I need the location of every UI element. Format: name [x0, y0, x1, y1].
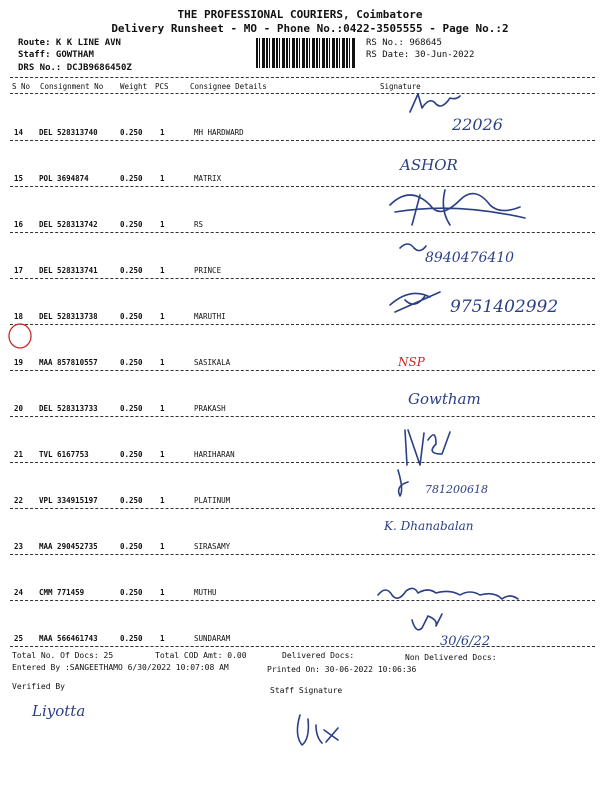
col-pcs: PCS [155, 82, 169, 91]
cell-pcs: 1 [160, 496, 165, 505]
col-signature: Signature [380, 82, 421, 91]
verified-by-signature: Liyotta [32, 702, 86, 720]
col-consignee: Consignee Details [190, 82, 267, 91]
cell-sno: 17 [14, 266, 24, 275]
row22-handwritten-number: 781200618 [425, 483, 488, 496]
cell-sno: 18 [14, 312, 24, 321]
signature-row-17 [400, 244, 426, 251]
cell-consignee: SIRASAMY [194, 542, 231, 551]
rs-date: RS Date: 30-Jun-2022 [366, 50, 475, 60]
drs-label: DRS No.: DCJB9686450Z [18, 63, 132, 73]
printed-on: Printed On: 30-06-2022 10:06:36 [267, 665, 417, 674]
staff-signature-mark [297, 715, 338, 745]
cell-consignee: MUTHU [194, 588, 217, 597]
signature-row-22 [398, 470, 408, 496]
cell-weight: 0.250 [120, 128, 143, 137]
cell-sno: 21 [14, 450, 24, 459]
cell-weight: 0.250 [120, 496, 143, 505]
cell-consignment: MAA 290452735 [39, 542, 98, 551]
signature-row-14 [410, 94, 503, 134]
cell-consignee: MH HARDWARD [194, 128, 244, 137]
cell-sno: 23 [14, 542, 24, 551]
staff-label: Staff: GOWTHAM [18, 50, 94, 60]
cell-consignment: MAA 857810557 [39, 358, 98, 367]
cell-consignment: CMM 771459 [39, 588, 85, 597]
cell-consignment: DEL 528313738 [39, 312, 98, 321]
cell-sno: 25 [14, 634, 24, 643]
cell-pcs: 1 [160, 634, 165, 643]
col-sno: S No [12, 82, 31, 91]
signature-row-20: Gowtham [408, 390, 481, 408]
cell-weight: 0.250 [120, 312, 143, 321]
cell-consignee: PRAKASH [194, 404, 226, 413]
row17-handwritten-number: 8940476410 [425, 250, 515, 266]
cell-consignee: PRINCE [194, 266, 222, 275]
cell-sno: 20 [14, 404, 24, 413]
cell-pcs: 1 [160, 358, 165, 367]
runsheet-title: Delivery Runsheet - MO - Phone No.:0422-3505555 - Page No.:2 [111, 22, 509, 35]
cell-consignment: DEL 528313740 [39, 128, 98, 137]
cell-pcs: 1 [160, 128, 165, 137]
cell-consignment: TVL 6167753 [39, 450, 89, 459]
cell-weight: 0.250 [120, 450, 143, 459]
cell-consignment: MAA 566461743 [39, 634, 98, 643]
cell-consignment: DEL 528313741 [39, 266, 98, 275]
cell-consignee: HARIHARAN [194, 450, 235, 459]
cell-sno: 22 [14, 496, 24, 505]
cell-consignment: DEL 528313742 [39, 220, 98, 229]
cell-sno: 14 [14, 128, 24, 137]
cell-sno: 24 [14, 588, 24, 597]
cell-pcs: 1 [160, 404, 165, 413]
cell-pcs: 1 [160, 220, 165, 229]
cell-consignee: RS [194, 220, 204, 229]
rs-number: RS No.: 968645 [366, 38, 442, 48]
cell-consignee: MARUTHI [194, 312, 226, 321]
cell-consignment: POL 3694874 [39, 174, 89, 183]
company-title: THE PROFESSIONAL COURIERS, Coimbatore [177, 8, 423, 21]
cell-weight: 0.250 [120, 588, 143, 597]
cell-consignee: SUNDARAM [194, 634, 231, 643]
delivered-docs: Delivered Docs: [282, 651, 355, 660]
col-weight: Weight [120, 82, 148, 91]
cell-consignee: PLATINUM [194, 496, 231, 505]
cell-weight: 0.250 [120, 174, 143, 183]
cell-pcs: 1 [160, 266, 165, 275]
cell-weight: 0.250 [120, 220, 143, 229]
non-delivered-docs: Non Delivered Docs: [405, 653, 497, 662]
cell-sno: 15 [14, 174, 24, 183]
signature-row-16 [390, 190, 525, 225]
signature-row-23: K. Dhanabalan [384, 519, 474, 533]
signature-row-25 [412, 614, 442, 630]
cell-pcs: 1 [160, 542, 165, 551]
cell-pcs: 1 [160, 588, 165, 597]
cell-pcs: 1 [160, 312, 165, 321]
signature-row-15: ASHOR [400, 156, 458, 174]
row25-handwritten-date: 30/6/22 [440, 634, 491, 649]
cell-sno: 16 [14, 220, 24, 229]
cell-weight: 0.250 [120, 266, 143, 275]
signature-row-21 [405, 430, 450, 465]
cell-consignee: MATRIX [194, 174, 222, 183]
cell-sno: 19 [14, 358, 24, 367]
staff-signature-label: Staff Signature [270, 686, 343, 695]
row18-handwritten-number: 9751402992 [450, 297, 559, 317]
signature-row-24 [378, 588, 518, 599]
verified-by-label: Verified By [12, 682, 65, 691]
total-cod: Total COD Amt: 0.00 [155, 651, 247, 660]
signature-row-18 [390, 292, 440, 312]
entered-by: Entered By :SANGEETHAMO 6/30/2022 10:07:08 AM [12, 663, 229, 672]
route-label: Route: K K LINE AVN [18, 38, 121, 48]
total-docs: Total No. Of Docs: 25 [12, 651, 114, 660]
cell-consignment: VPL 334915197 [39, 496, 98, 505]
cell-pcs: 1 [160, 174, 165, 183]
cell-weight: 0.250 [120, 634, 143, 643]
cell-consignee: SASIKALA [194, 358, 231, 367]
cell-pcs: 1 [160, 450, 165, 459]
cell-weight: 0.250 [120, 542, 143, 551]
cell-weight: 0.250 [120, 404, 143, 413]
cell-consignment: DEL 528313733 [39, 404, 98, 413]
col-consignment: Consignment No [40, 82, 104, 91]
row14-handwritten-number: 22026 [452, 115, 503, 134]
signature-row-19: NSP [398, 355, 425, 369]
cell-weight: 0.250 [120, 358, 143, 367]
